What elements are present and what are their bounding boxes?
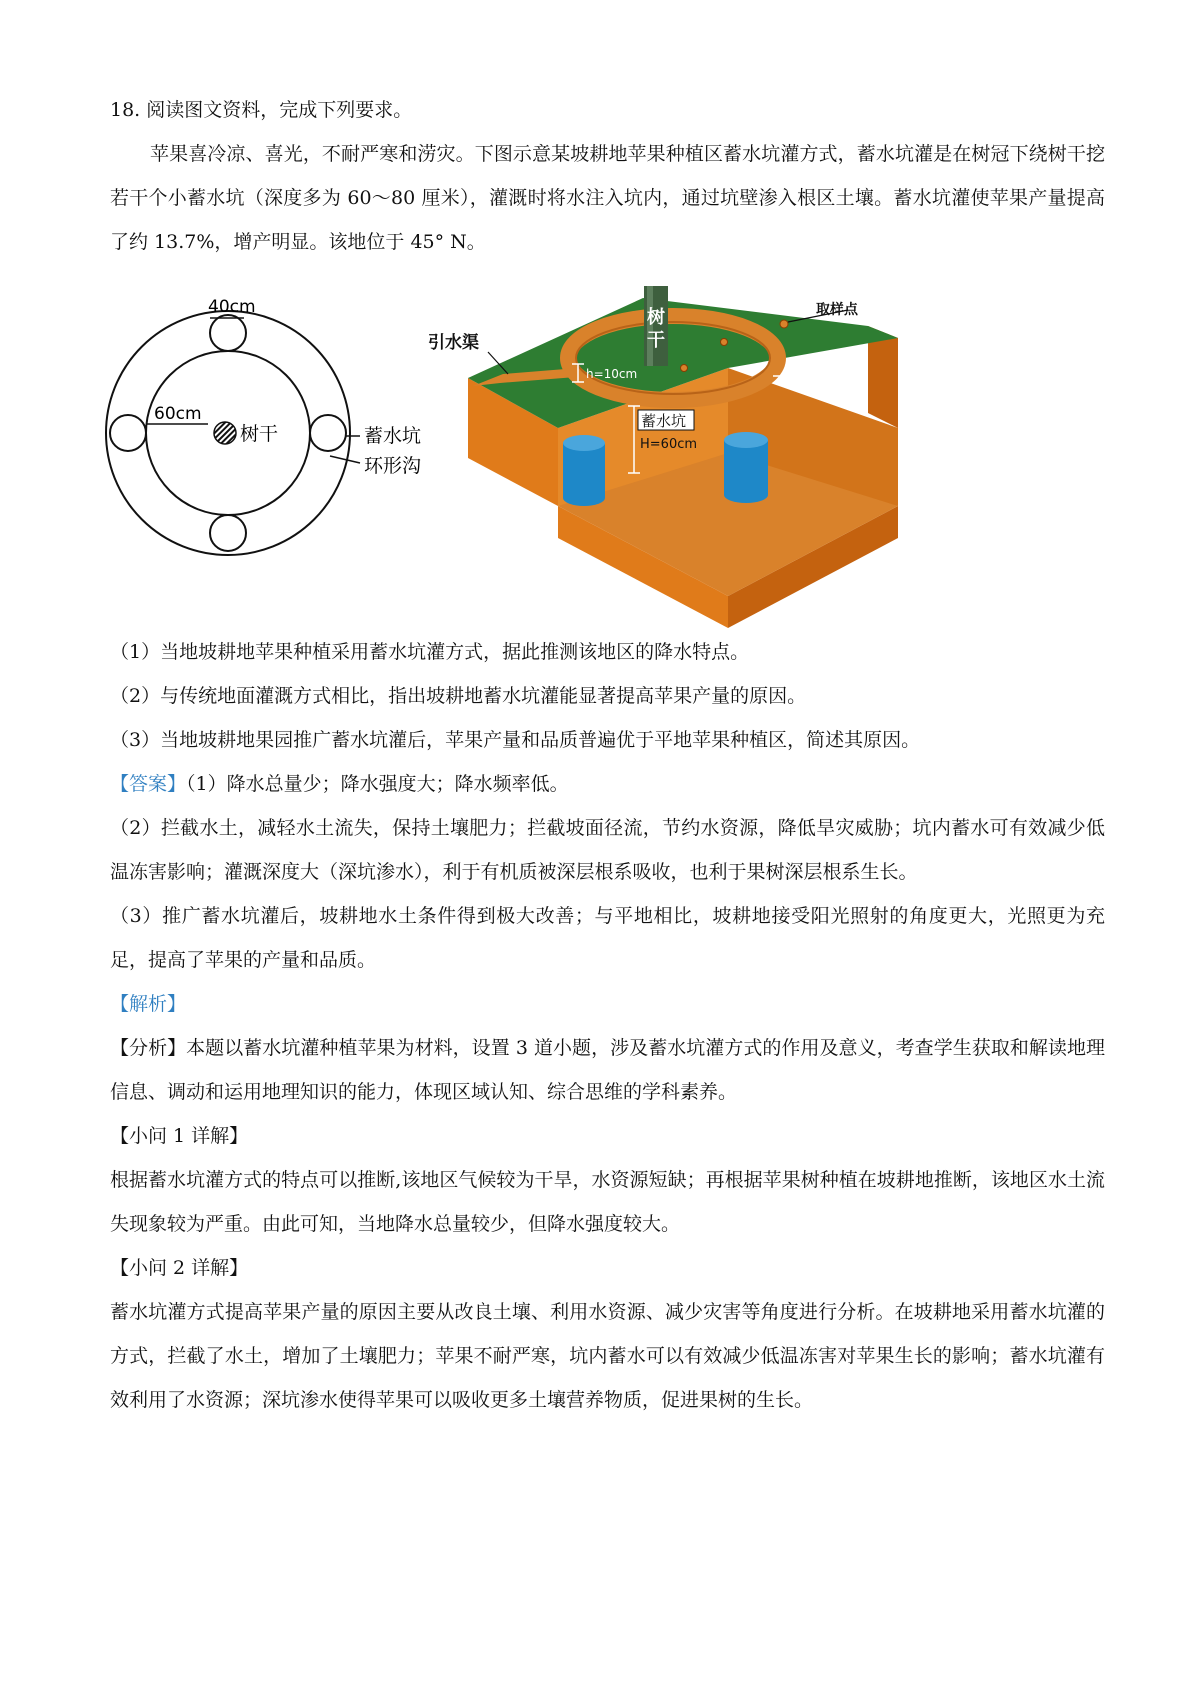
label-h: h=10cm: [586, 367, 638, 381]
label-trunk: 树干: [240, 423, 279, 445]
pit-left: [110, 415, 146, 451]
label-trunk-top: 树: [647, 307, 665, 328]
question-3: （3）当地坡耕地果园推广蓄水坑灌后，苹果产量和品质普遍优于平地苹果种植区，简述其原因。: [110, 729, 921, 751]
document-page: [110, 88, 1105, 1422]
q1-detail-title: 【小问 1 详解】: [110, 1125, 249, 1147]
analysis-summary: 【分析】本题以蓄水坑灌种植苹果为材料，设置 3 道小题，涉及蓄水坑灌方式的作用及意义，考查学生获取和解读地理信息、调动和运用地理知识的能力，体现区域认知、综合思维的学科素养。: [110, 1037, 1105, 1103]
label-60cm: 60cm: [154, 404, 202, 424]
question-1: （1）当地坡耕地苹果种植采用蓄水坑灌方式，据此推测该地区的降水特点。: [110, 641, 750, 663]
question-intro: 苹果喜冷凉、喜光，不耐严寒和涝灾。下图示意某坡耕地苹果种植区蓄水坑灌方式，蓄水坑灌是在树冠下绕树干挖若干个小蓄水坑（深度多为 60～80 厘米），灌溉时将水注入坑内，通过坑壁渗入根区土壤。蓄水坑灌使苹果产量提高了约 13.7%，增产明显。该地位于 45° N。: [110, 143, 1105, 253]
label-pit: 蓄水坑: [364, 425, 422, 447]
label-sample: 取样点: [816, 302, 858, 318]
answer-1-text: （1）降水总量少；降水强度大；降水频率低。: [186, 773, 569, 795]
plan-view-diagram: [98, 288, 422, 578]
label-channel: 引水渠: [428, 333, 479, 353]
q2-detail-title: 【小问 2 详解】: [110, 1257, 249, 1279]
question-title: 18. 阅读图文资料，完成下列要求。: [110, 99, 413, 121]
label-b: b=30cm: [806, 371, 858, 385]
label-ditch: 环形沟: [364, 455, 422, 477]
pit-cylinder-right: [724, 440, 768, 495]
pit-bottom: [210, 515, 246, 551]
block-3d-diagram: [428, 278, 908, 628]
label-40cm: 40cm: [208, 297, 256, 317]
pit-right: [310, 415, 346, 451]
answer-2: （2）拦截水土，减轻水土流失，保持土壤肥力；拦截坡面径流，节约水资源，降低旱灾威胁；坑内蓄水可有效减少低温冻害影响；灌溉深度大（深坑渗水），利于有机质被深层根系吸收，也利于果树深层根系生长。: [110, 817, 1105, 883]
analysis-tag: 【解析】: [110, 993, 187, 1015]
tree-trunk-icon: [214, 422, 236, 444]
answer-tag: 【答案】: [110, 773, 187, 795]
question-2: （2）与传统地面灌溉方式相比，指出坡耕地蓄水坑灌能显著提高苹果产量的原因。: [110, 685, 807, 707]
q1-detail-text: 根据蓄水坑灌方式的特点可以推断,该地区气候较为干旱，水资源短缺；再根据苹果树种植在坡耕地推断，该地区水土流失现象较为严重。由此可知，当地降水总量较少，但降水强度较大。: [110, 1169, 1105, 1235]
pit-top: [210, 315, 246, 351]
answer-3: （3）推广蓄水坑灌后，坡耕地水土条件得到极大改善；与平地相比，坡耕地接受阳光照射的角度更大，光照更为充足，提高了苹果的产量和品质。: [110, 905, 1105, 971]
answer-1: [110, 762, 1105, 806]
label-trunk-bottom: 干: [647, 330, 665, 351]
figure: [110, 278, 1105, 630]
q2-detail-text: 蓄水坑灌方式提高苹果产量的原因主要从改良土壤、利用水资源、减少灾害等角度进行分析。在坡耕地采用蓄水坑灌的方式，拦截了水土，增加了土壤肥力；苹果不耐严寒，坑内蓄水可以有效减少低温冻害对苹果生长的影响；蓄水坑灌有效利用了水资源；深坑渗水使得苹果可以吸收更多土壤营养物质，促进果树的生长。: [110, 1301, 1105, 1411]
label-H: H=60cm: [640, 437, 698, 452]
label-pit-3d: 蓄水坑: [641, 412, 687, 430]
pit-cylinder-left: [563, 443, 605, 498]
